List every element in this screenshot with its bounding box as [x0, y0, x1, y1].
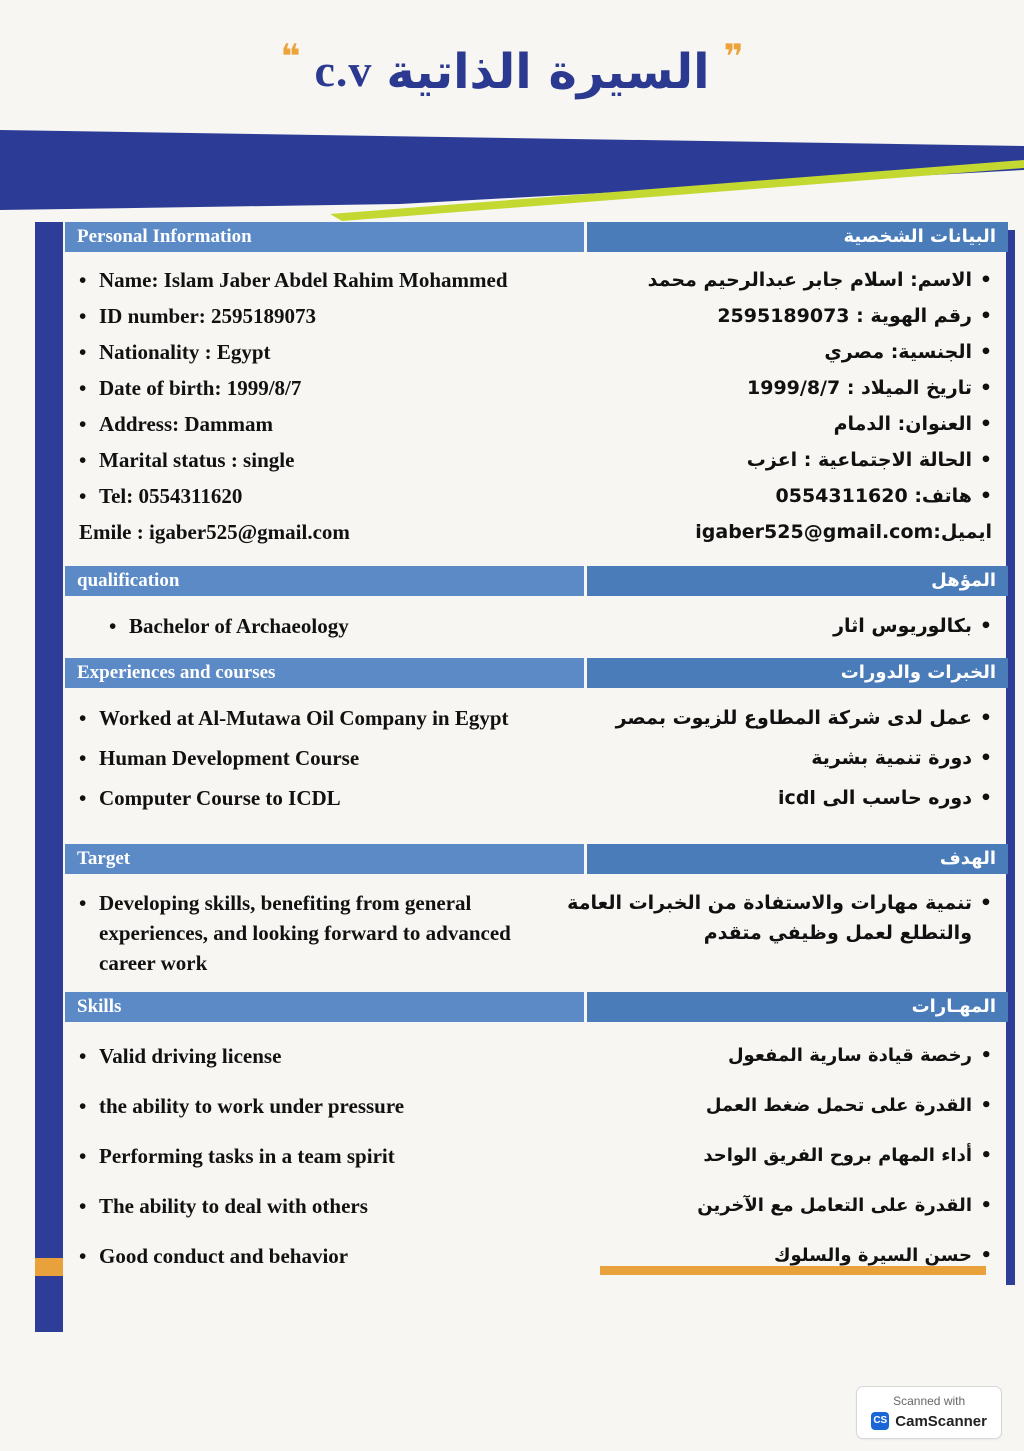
section-header-ar: البيانات الشخصية: [587, 222, 1008, 252]
section-skills: [65, 992, 1008, 1298]
skills-arabic-column: [555, 1042, 1008, 1292]
bottom-left-accent: [35, 1258, 63, 1276]
list-item: • Computer Course to ICDL: [75, 784, 555, 812]
camscanner-brand-label: CamScanner: [895, 1412, 987, 1430]
cv-content: [65, 222, 1008, 1298]
list-item: • هاتف: 0554311620: [555, 482, 996, 510]
section-header-ar: المؤهل: [587, 566, 1008, 596]
list-item: • أداء المهام بروح الفريق الواحد: [555, 1142, 996, 1170]
title-arabic-label: السيرة الذاتية: [386, 44, 710, 100]
list-item: • حسن السيرة والسلوك: [555, 1242, 996, 1270]
list-item: • the ability to work under pressure: [75, 1092, 555, 1120]
list-item: • Nationality : Egypt: [75, 338, 555, 366]
section-qualification: [65, 566, 1008, 658]
skills-english-column: [65, 1042, 555, 1292]
list-item: • دوره حاسب الى icdl: [555, 784, 996, 812]
section-header-en: Personal Information: [65, 222, 584, 252]
list-item: • Address: Dammam: [75, 410, 555, 438]
list-item: • رخصة قيادة سارية المفعول: [555, 1042, 996, 1070]
list-item: • الحالة الاجتماعية : اعزب: [555, 446, 996, 474]
target-english-column: [65, 888, 555, 978]
list-item: • تاريخ الميلاد : 1999/8/7: [555, 374, 996, 402]
experience-english-column: [65, 704, 555, 824]
section-header: [65, 844, 1008, 874]
section-personal-information: [65, 222, 1008, 566]
section-header-en: Experiences and courses: [65, 658, 584, 688]
list-item: • تنمية مهارات والاستفادة من الخبرات العامة والتطلع لعمل وظيفي متقدم: [555, 888, 996, 948]
title-cv-label: c.v: [314, 45, 373, 96]
list-item: • القدرة على تحمل ضغط العمل: [555, 1092, 996, 1120]
experience-arabic-column: [555, 704, 1008, 824]
section-header: [65, 566, 1008, 596]
list-item: • الاسم: اسلام جابر عبدالرحيم محمد: [555, 266, 996, 294]
section-header: [65, 992, 1008, 1022]
list-item: • بكالوريوس اثار: [555, 612, 996, 640]
left-accent-bar: [35, 222, 63, 1332]
open-quote-icon: ❝: [280, 37, 301, 77]
list-item: • Worked at Al-Mutawa Oil Company in Egypt: [75, 704, 555, 732]
list-item: • Human Development Course: [75, 744, 555, 772]
list-item: • Good conduct and behavior: [75, 1242, 555, 1270]
list-item: • ID number: 2595189073: [75, 302, 555, 330]
section-header-ar: المهـارات: [587, 992, 1008, 1022]
list-item: • عمل لدى شركة المطاوع للزيوت بمصر: [555, 704, 996, 732]
section-header-en: Skills: [65, 992, 584, 1022]
list-item: • Valid driving license: [75, 1042, 555, 1070]
list-item: • رقم الهوية : 2595189073: [555, 302, 996, 330]
section-header-en: Target: [65, 844, 584, 874]
list-item: • العنوان: الدمام: [555, 410, 996, 438]
list-item: Emile : igaber525@gmail.com: [79, 520, 350, 544]
banner-swoosh: [0, 118, 1024, 228]
list-item: ايميل:igaber525@gmail.com: [695, 521, 992, 543]
section-target: [65, 844, 1008, 992]
list-item: • Performing tasks in a team spirit: [75, 1142, 555, 1170]
personal-english-column: [65, 266, 555, 554]
page-title: [0, 37, 1024, 100]
list-item: • The ability to deal with others: [75, 1192, 555, 1220]
section-header: [65, 222, 1008, 252]
section-header-en: qualification: [65, 566, 584, 596]
list-item: • الجنسية: مصري: [555, 338, 996, 366]
qualification-english-column: [65, 612, 555, 640]
qualification-arabic-column: [555, 612, 1008, 640]
list-item: • Bachelor of Archaeology: [105, 612, 555, 640]
list-item: • Marital status : single: [75, 446, 555, 474]
section-header-ar: الخبرات والدورات: [587, 658, 1008, 688]
list-item: • Tel: 0554311620: [75, 482, 555, 510]
personal-arabic-column: [555, 266, 1008, 554]
camscanner-badge: [856, 1386, 1002, 1439]
section-experiences: [65, 658, 1008, 844]
list-item: • Developing skills, benefiting from general experiences, and looking forward to advanced career work: [75, 888, 555, 978]
list-item: • Date of birth: 1999/8/7: [75, 374, 555, 402]
list-item: • القدرة على التعامل مع الآخرين: [555, 1192, 996, 1220]
section-header: [65, 658, 1008, 688]
list-item: • Name: Islam Jaber Abdel Rahim Mohammed: [75, 266, 555, 294]
target-arabic-column: [555, 888, 1008, 978]
list-item: • دورة تنمية بشرية: [555, 744, 996, 772]
camscanner-logo-icon: CS: [871, 1412, 889, 1430]
section-header-ar: الهدف: [587, 844, 1008, 874]
scanned-with-label: Scanned with: [893, 1394, 966, 1408]
close-quote-icon: ❞: [723, 37, 744, 77]
